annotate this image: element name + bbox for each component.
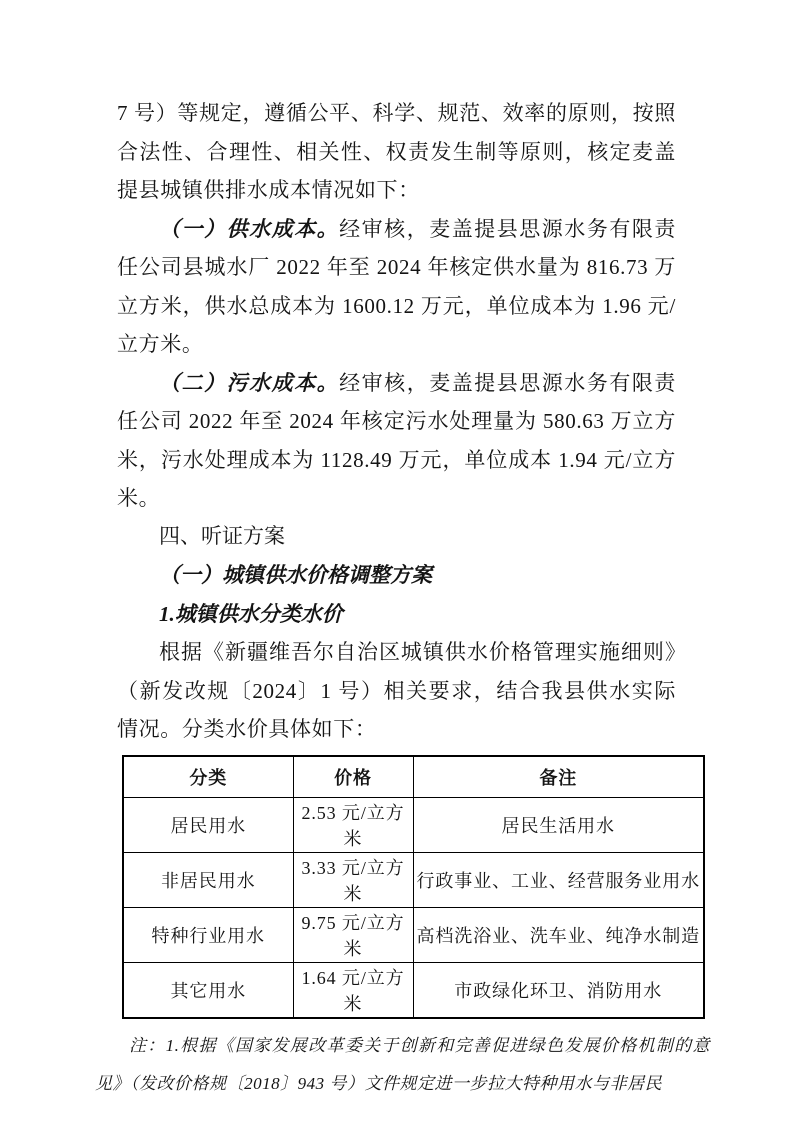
table-cell-category: 居民用水 [123,797,293,852]
table-cell-category: 其它用水 [123,962,293,1018]
water-supply-cost-paragraph [117,210,676,364]
table-header-price: 价格 [293,756,413,798]
table-row-non-residential [123,852,704,907]
table-row-residential [123,797,704,852]
water-pricing-table [122,755,705,1019]
sewage-cost-text: 经审核，麦盖提县思源水务有限责任公司 2022 年至 2024 年核定污水处理量为 580.63 万立方米，污水处理成本为 1128.49 万元，单位成本 1.94 元/立方米。 [117,370,676,510]
table-cell-price: 2.53 元/立方米 [293,797,413,852]
table-row-special-industry [123,907,704,962]
table-cell-remark: 市政绿化环卫、消防用水 [413,962,704,1018]
subsection-heading-classified-price: 1.城镇供水分类水价 [159,601,343,626]
table-cell-price: 9.75 元/立方米 [293,907,413,962]
table-row-other [123,962,704,1018]
table-cell-price: 3.33 元/立方米 [293,852,413,907]
table-note: 注：1.根据《国家发展改革委关于创新和完善促进绿色发展价格机制的意见》（发改价格规〔2018〕943 号）文件规定进一步拉大特种用水与非居民 [95,1035,710,1093]
document-content [95,94,710,1103]
water-supply-cost-text: 经审核，麦盖提县思源水务有限责任公司县城水厂 2022 年至 2024 年核定供水量为 816.73 万立方米，供水总成本为 1600.12 万元，单位成本为 1.96 元/立方米。 [117,216,676,356]
sewage-cost-paragraph [117,364,676,518]
table-cell-category: 特种行业用水 [123,907,293,962]
section-heading-hearing-plan: 四、听证方案 [159,524,285,548]
table-header-remark: 备注 [413,756,704,798]
table-cell-price: 1.64 元/立方米 [293,962,413,1018]
table-cell-remark: 高档洗浴业、洗车业、纯净水制造 [413,907,704,962]
water-supply-cost-heading: （一）供水成本。 [159,216,340,241]
table-header-category: 分类 [123,756,293,798]
table-cell-remark: 行政事业、工业、经营服务业用水 [413,852,704,907]
table-cell-remark: 居民生活用水 [413,797,704,852]
subsection-heading-price-adjustment: （一）城镇供水价格调整方案 [159,563,432,587]
table-cell-category: 非居民用水 [123,852,293,907]
basis-paragraph: 根据《新疆维吾尔自治区城镇供水价格管理实施细则》（新发改规〔2024〕1 号）相关要求，结合我县供水实际情况。分类水价具体如下： [117,640,676,741]
table-header-row [123,756,704,798]
intro-continuation-paragraph: 7 号）等规定，遵循公平、科学、规范、效率的原则，按照合法性、合理性、相关性、权责发生制等原则，核定麦盖提县城镇供排水成本情况如下： [117,101,676,202]
sewage-cost-heading: （二）污水成本。 [159,370,340,395]
